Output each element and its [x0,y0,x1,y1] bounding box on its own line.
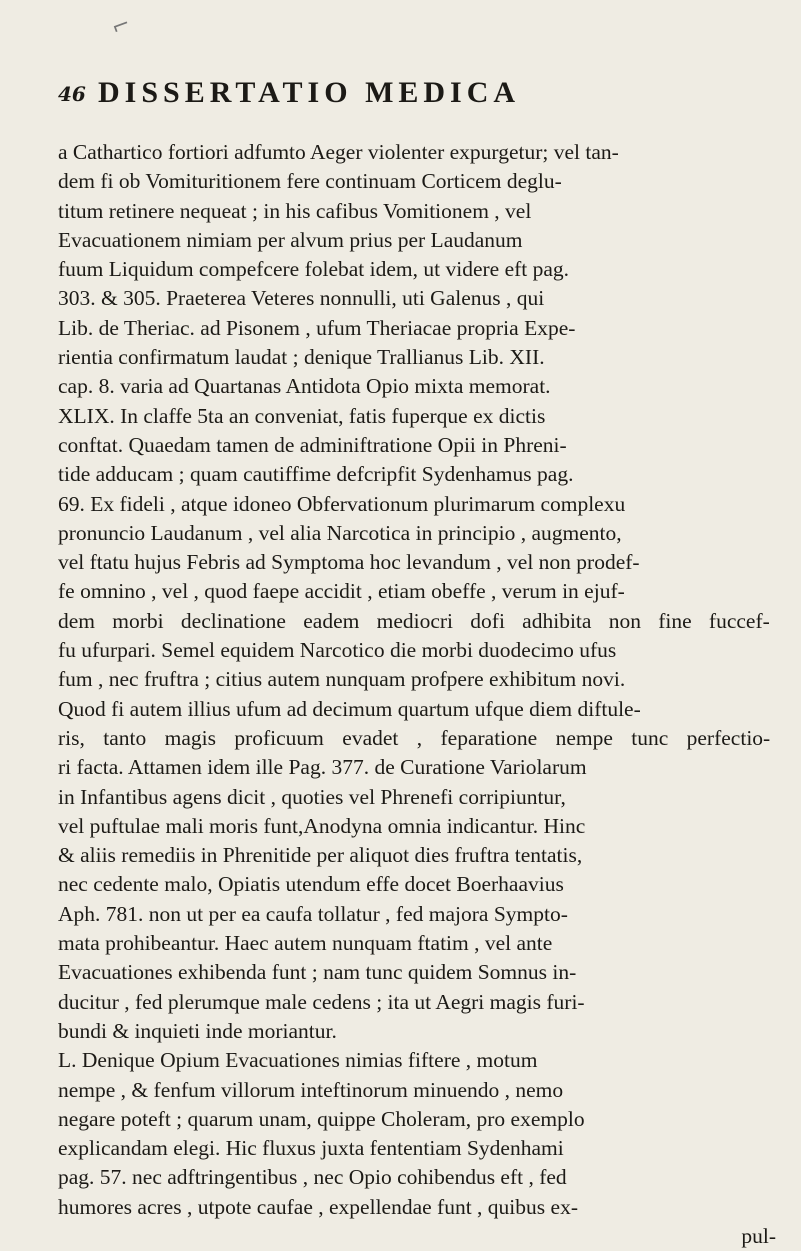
text-line: cap. 8. varia ad Quartanas Antidota Opio mixta memorat. [58,374,551,399]
text-line: pronuncio Laudanum , vel alia Narcotica in principio , augmento, [58,520,622,545]
text-line: a Cathartico fortiori adfumto Aeger violenter expurgetur; vel tan- [58,140,619,164]
page-number: 46 [58,82,86,106]
text-line: nempe , & fenfum villorum inteftinorum minuendo , nemo [58,1077,564,1102]
text-line: tide adducam ; quam cautiffime defcripfit Sydenhamus pag. [58,462,574,487]
text-line: titum retinere nequeat ; in his cafibus Vomitionem , vel [58,198,532,223]
text-line: XLIX. In claffe 5ta an conveniat, fatis fuperque ex dictis [58,403,546,428]
text-line: & aliis remediis in Phrenitide per aliquot dies fruftra tentatis, [58,843,583,868]
body-text [58,138,776,1251]
text-line: ducitur , fed plerumque male cedens ; ita ut Aegri magis furi- [58,989,585,1014]
text-line: rientia confirmatum laudat ; denique Trallianus Lib. XII. [58,345,545,370]
text-line: ri facta. Attamen idem ille Pag. 377. de Curatione Variolarum [58,755,587,780]
text-line: fum , nec fruftra ; citius autem nunquam profpere exhibitum novi. [58,667,626,692]
text-line: fuum Liquidum compefcere folebat idem, ut videre eft pag. [58,257,570,282]
text-line: vel puftulae mali moris funt,Anodyna omnia indicantur. Hinc [58,813,586,838]
catchword: pul- [741,1223,776,1248]
text-line: fe omnino , vel , quod faepe accidit , etiam obeffe , verum in ejuf- [58,579,625,604]
text-line: bundi & inquieti inde moriantur. [58,1018,337,1043]
text-line: vel ftatu hujus Febris ad Symptoma hoc levandum , vel non prodef- [58,550,640,575]
text-line: Aph. 781. non ut per ea caufa tollatur , fed majora Sympto- [58,901,568,926]
text-line: negare poteft ; quarum unam, quippe Choleram, pro exemplo [58,1106,585,1131]
text-line: dem fi ob Vomituritionem fere continuam Corticem deglu- [58,169,562,194]
text-line: in Infantibus agens dicit , quoties vel Phrenefi corripiuntur, [58,784,566,809]
text-line: L. Denique Opium Evacuationes nimias fiftere , motum [58,1048,538,1073]
text-line: fu ufurpari. Semel equidem Narcotico die morbi duodecimo ufus [58,638,617,663]
text-line: 69. Ex fideli , atque idoneo Obfervationum plurimarum complexu [58,491,626,516]
text-line: conftat. Quaedam tamen de adminiftratione Opii in Phreni- [58,432,567,457]
text-line: mata prohibeantur. Haec autem nunquam ftatim , vel ante [58,931,553,956]
text-line: Lib. de Theriac. ad Pisonem , ufum Theriacae propria Expe- [58,315,576,340]
text-line: dem morbi declinatione eadem mediocri dofi adhibita non fine fuccef- [58,608,770,633]
running-title: DISSERTATIO MEDICA [98,76,521,109]
text-line: humores acres , utpote caufae , expellendae funt , quibus ex- [58,1194,578,1219]
text-line: ris, tanto magis proficuum evadet , feparatione nempe tunc perfectio- [58,725,771,750]
ink-mark-icon: ⌐ [108,11,135,42]
text-line: 303. & 305. Praeterea Veteres nonnulli, uti Galenus , qui [58,286,545,311]
text-line: Quod fi autem illius ufum ad decimum quartum ufque diem diftule- [58,696,641,721]
text-line: Evacuationem nimiam per alvum prius per Laudanum [58,227,523,252]
text-line: Evacuationes exhibenda funt ; nam tunc quidem Somnus in- [58,960,577,985]
text-line: nec cedente malo, Opiatis utendum effe docet Boerhaavius [58,872,564,897]
text-line: pag. 57. nec adftringentibus , nec Opio cohibendus eft , fed [58,1165,567,1190]
text-line: explicandam elegi. Hic fluxus juxta fententiam Sydenhami [58,1136,564,1161]
